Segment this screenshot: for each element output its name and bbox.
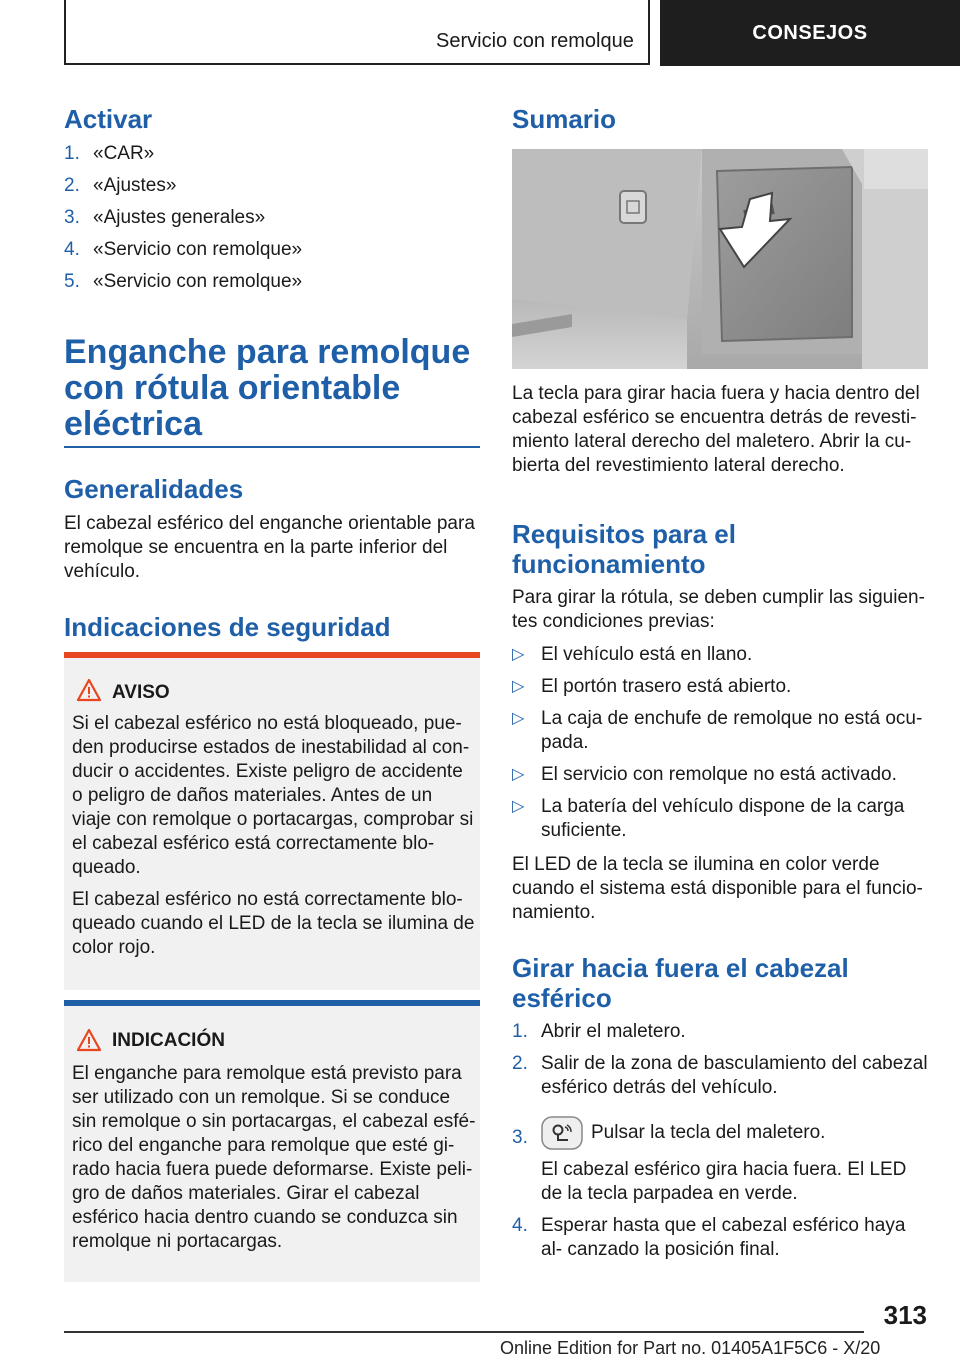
list-item (64, 174, 480, 198)
generalidades-text: El cabezal esférico del enganche orientable para remolque se encuentra en la parte inferior del vehículo. (64, 513, 475, 582)
sumario-text: La tecla para girar hacia fuera y hacia dentro del cabezal esférico se encuentra detrás de revesti- miento lateral derecho del maletero. Abrir la cu- bierta del revestimiento lateral derecho. (512, 383, 920, 476)
list-item (512, 707, 928, 755)
main-title-line-2: con rótula orientable (64, 369, 401, 407)
list-item (512, 1052, 928, 1100)
list-item (512, 1108, 928, 1206)
note-title: INDICACIÓN (112, 1030, 225, 1051)
step-number: 2. (512, 1053, 528, 1074)
triangle-bullet-icon: ▷ (512, 766, 525, 783)
step-number: 1. (512, 1021, 528, 1042)
list-item (64, 270, 480, 294)
triangle-bullet-icon: ▷ (512, 646, 525, 663)
list-item (512, 675, 928, 699)
led-text: El LED de la tecla se ilumina en color verde cuando el sistema está disponible para el funcio- namiento. (512, 854, 923, 923)
step-text: «Servicio con remolque» (93, 271, 303, 292)
list-item (512, 763, 928, 787)
girar-heading (512, 953, 849, 1013)
warning-triangle-icon (76, 678, 102, 707)
page-number: 313 (883, 1300, 927, 1330)
triangle-bullet-icon: ▷ (512, 798, 525, 815)
requisitos-heading (512, 519, 736, 579)
warning-triangle-icon (76, 1028, 102, 1057)
girar-heading-line-1: Girar hacia fuera el cabezal (512, 953, 849, 983)
step-number: 3. (64, 207, 80, 228)
step-subtext: El cabezal esférico gira hacia fuera. El LED de la tecla parpadea en verde. (541, 1159, 907, 1204)
warning-paragraph: Si el cabezal esférico no está bloqueado, pue- den producirse estados de inestabilidad al con- ducir o accidentes. Existe peligro de accidente o peligro de daños materiales. Antes de un viaje con remolque o portacargas, comprobar si el cabezal esférico está correctamente blo- queado. (72, 713, 474, 878)
footer-edition: Online Edition for Part no. 01405A1F5C6 - X/20 (500, 1338, 881, 1358)
list-item-text: El portón trasero está abierto. (541, 676, 792, 697)
step-text: Pulsar la tecla del maletero. (591, 1122, 826, 1144)
header-rule (64, 63, 650, 65)
header-section-title: Servicio con remolque (436, 30, 634, 52)
note-paragraph: El enganche para remolque está previsto para ser utilizado con un remolque. Si se conduce sin remolque o sin portacargas, el cabezal esfé- rico del enganche para remolque que esté gi- rado hacia fuera puede deformarse. Existe peli- gro de daños materiales. Girar el cabezal esférico hacia dentro cuando se conduzca sin remolque ni portacargas. (72, 1063, 476, 1252)
triangle-bullet-icon: ▷ (512, 678, 525, 695)
warning-bar (64, 652, 480, 658)
header-divider-mid (648, 0, 650, 64)
warning-body (72, 712, 476, 968)
title-underline (64, 446, 480, 448)
chapter-label: CONSEJOS (752, 21, 868, 44)
triangle-bullet-icon: ▷ (512, 710, 525, 727)
seguridad-heading: Indicaciones de seguridad (64, 612, 391, 642)
requisitos-text: Para girar la rótula, se deben cumplir las siguien- tes condiciones previas: (512, 587, 925, 632)
requisitos-list (512, 643, 928, 843)
step-number: 1. (64, 143, 80, 164)
list-item-text: La batería del vehículo dispone de la carga suficiente. (541, 796, 905, 841)
sumario-heading: Sumario (512, 104, 617, 134)
activar-heading: Activar (64, 104, 153, 134)
step-number: 5. (64, 271, 80, 292)
step-text: Salir de la zona de basculamiento del cabezal esférico detrás del vehículo. (541, 1053, 928, 1098)
generalidades-heading: Generalidades (64, 474, 244, 504)
note-body (72, 1062, 476, 1262)
trailer-hitch-button-icon (541, 1116, 583, 1150)
list-item (512, 795, 928, 843)
list-item-text: El servicio con remolque no está activado. (541, 764, 897, 785)
step-text: «Servicio con remolque» (93, 239, 303, 260)
warning-paragraph: El cabezal esférico no está correctamente blo- queado cuando el LED de la tecla se ilumina de color rojo. (72, 889, 475, 958)
footer-rule (64, 1331, 864, 1333)
step-text: «CAR» (93, 143, 155, 164)
note-bar (64, 1000, 480, 1006)
header-divider-left (64, 0, 66, 64)
list-item (512, 1020, 928, 1044)
requisitos-heading-line-2: funcionamiento (512, 549, 706, 579)
step-number: 4. (64, 239, 80, 260)
list-item (64, 142, 480, 166)
list-item (512, 643, 928, 667)
header-chapter-tab (660, 0, 960, 66)
trunk-button-photo (512, 149, 928, 369)
list-item-text: El vehículo está en llano. (541, 644, 753, 665)
warning-box-aviso (64, 652, 480, 990)
list-item-text: La caja de enchufe de remolque no está ocu- pada. (541, 708, 923, 753)
girar-heading-line-2: esférico (512, 983, 612, 1013)
step-number: 3. (512, 1127, 528, 1148)
step-text: Esperar hasta que el cabezal esférico haya al- canzado la posición final. (541, 1215, 906, 1260)
step-number: 4. (512, 1215, 528, 1236)
step-number: 2. (64, 175, 80, 196)
main-title-line-1: Enganche para remolque (64, 333, 471, 371)
activar-steps-list (64, 142, 480, 294)
requisitos-heading-line-1: Requisitos para el (512, 519, 736, 549)
step-text: Abrir el maletero. (541, 1021, 686, 1042)
list-item (64, 238, 480, 262)
step-text: «Ajustes» (93, 175, 177, 196)
list-item (64, 206, 480, 230)
step-text: «Ajustes generales» (93, 207, 266, 228)
list-item (512, 1214, 928, 1262)
main-title-line-3: eléctrica (64, 405, 202, 443)
girar-steps-list (512, 1020, 928, 1262)
warning-box-indicacion (64, 1000, 480, 1282)
warning-title: AVISO (112, 682, 170, 703)
